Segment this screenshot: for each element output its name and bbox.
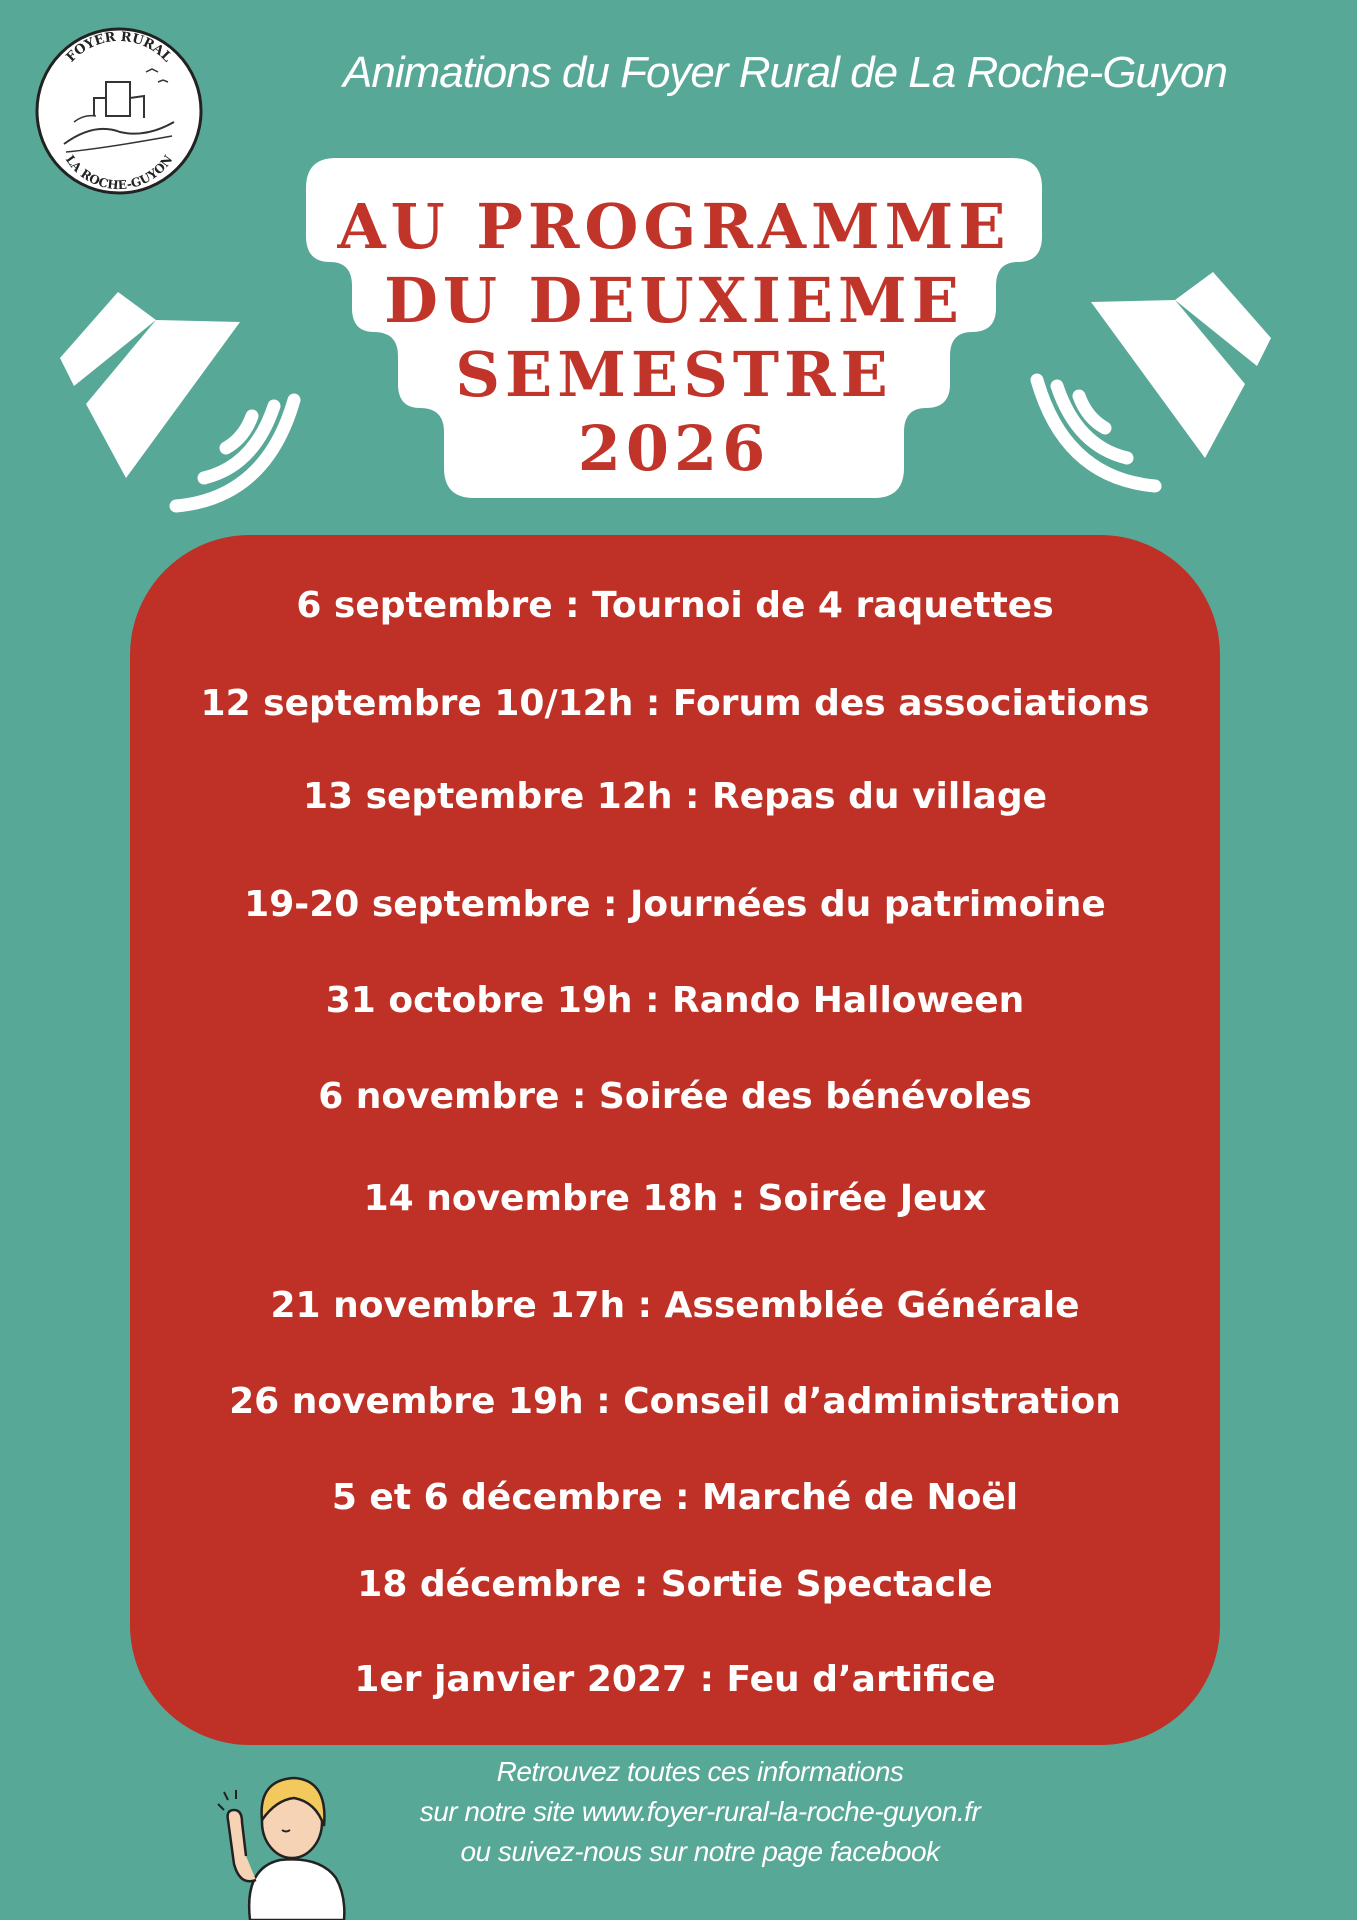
title-line-3: SEMESTRE bbox=[455, 338, 893, 411]
title-line-4: 2026 bbox=[577, 412, 771, 485]
event-item: 1er janvier 2027 : Feu d’artifice bbox=[354, 1659, 996, 1700]
footer-website-line: sur notre site www.foyer-rural-la-roche-guyon.fr bbox=[419, 1796, 981, 1827]
event-item: 14 novembre 18h : Soirée Jeux bbox=[363, 1178, 987, 1219]
footer-info bbox=[330, 1752, 1070, 1872]
event-item: 31 octobre 19h : Rando Halloween bbox=[325, 980, 1025, 1021]
event-item: 13 septembre 12h : Repas du village bbox=[302, 776, 1048, 817]
logo-bottom-text: LA ROCHE-GUYON bbox=[62, 152, 176, 193]
program-title bbox=[306, 190, 1042, 486]
event-item: 12 septembre 10/12h : Forum des associations bbox=[200, 683, 1150, 724]
footer-line-1: Retrouvez toutes ces informations bbox=[496, 1756, 904, 1787]
title-line-2: DU DEUXIEME bbox=[384, 264, 964, 337]
footer-facebook-line: ou suivez-nous sur notre page facebook bbox=[460, 1836, 940, 1867]
castle-logo-icon bbox=[34, 26, 204, 196]
megaphone-left-icon bbox=[56, 288, 316, 548]
event-item: 18 décembre : Sortie Spectacle bbox=[357, 1564, 993, 1605]
event-item: 5 et 6 décembre : Marché de Noël bbox=[331, 1477, 1019, 1518]
logo-top-text: FOYER RURAL bbox=[63, 29, 175, 66]
title-line-1: AU PROGRAMME bbox=[337, 190, 1011, 263]
event-item: 19-20 septembre : Journées du patrimoine bbox=[244, 884, 1106, 925]
event-item: 6 novembre : Soirée des bénévoles bbox=[318, 1076, 1032, 1117]
event-item: 6 septembre : Tournoi de 4 raquettes bbox=[296, 585, 1054, 626]
event-item: 21 novembre 17h : Assemblée Générale bbox=[270, 1285, 1080, 1326]
megaphone-right-icon bbox=[1015, 268, 1275, 528]
event-item: 26 novembre 19h : Conseil d’administration bbox=[229, 1381, 1121, 1422]
page-header-title: Animations du Foyer Rural de La Roche-Guyon bbox=[343, 48, 1227, 97]
